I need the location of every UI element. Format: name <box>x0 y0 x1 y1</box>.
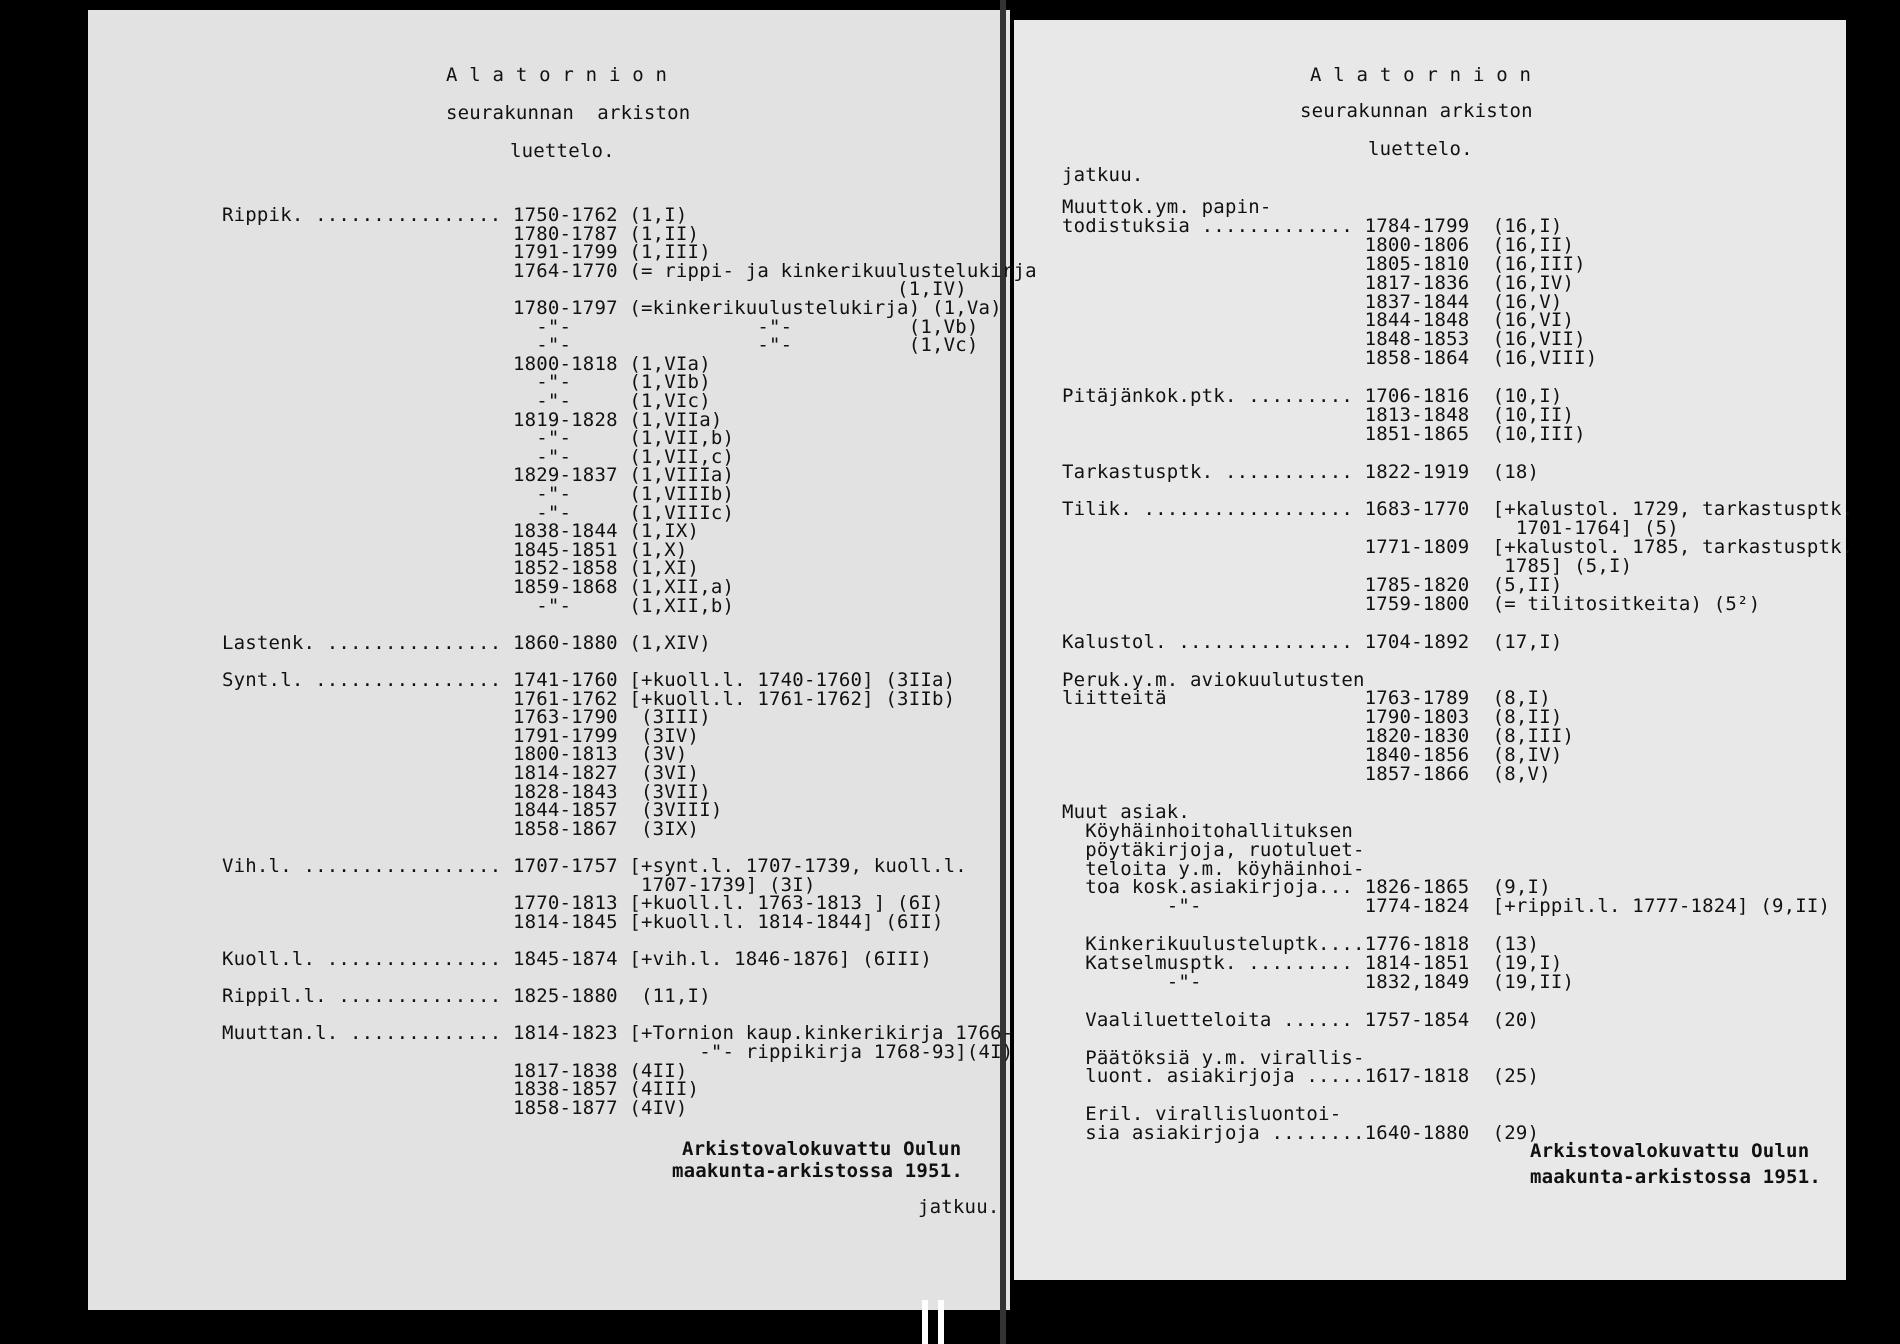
listing-line: Muut asiak. <box>1062 800 1191 823</box>
listing-line: Vaaliluetteloita ...... 1757-1854 (20) <box>1062 1008 1540 1031</box>
listing-line: Muuttok.ym. papin- <box>1062 196 1272 218</box>
listing-line: 1780-1797 (=kinkerikuulustelukirja) (1,Va) <box>222 297 1002 319</box>
page-spine <box>1000 0 1006 1344</box>
listing-line: -"- (1,VIc) <box>222 390 711 412</box>
listing-line: 1819-1828 (1,VIIa) <box>222 408 723 431</box>
listing-line: 1844-1857 (3VIII) <box>222 799 723 822</box>
listing-line: Kuoll.l. ............... 1845-1874 [+vih.l. 1846-1876] (6III) <box>222 948 932 970</box>
listing-line: 1829-1837 (1,VIIIa) <box>222 464 735 487</box>
listing-line: -"- 1774-1824 [+rippil.l. 1777-1824] (9,II) <box>1062 895 1831 918</box>
listing-line: 1817-1836 (16,IV) <box>1062 271 1575 294</box>
listing-line: 1707-1739] (3I) <box>222 873 816 896</box>
listing-line: teloita y.m. köyhäinhoi- <box>1062 857 1365 880</box>
listing-line: 1763-1790 (3III) <box>222 706 711 729</box>
right-jatkuu: jatkuu. <box>1062 164 1144 186</box>
listing-line: Synt.l. ................ 1741-1760 [+kuoll.l. 1740-1760] (3IIa) <box>222 669 956 691</box>
listing-line: -"- (1,VIIIc) <box>222 501 735 524</box>
listing-line: -"- (1,VIIIb) <box>222 483 735 505</box>
listing-line: 1761-1762 [+kuoll.l. 1761-1762] (3IIb) <box>222 687 956 710</box>
film-mark <box>922 1300 928 1344</box>
listing-line: 1828-1843 (3VII) <box>222 780 711 803</box>
listing-line: 1814-1827 (3VI) <box>222 762 700 784</box>
listing-line: 1800-1818 (1,VIa) <box>222 352 711 375</box>
listing-line: -"- (1,VII,c) <box>222 445 735 468</box>
left-title: A l a t o r n i o n <box>446 64 668 86</box>
listing-line: Peruk.y.m. aviokuulutusten <box>1062 668 1365 691</box>
listing-line: pöytäkirjoja, ruotuluet- <box>1062 838 1365 861</box>
right-title: A l a t o r n i o n <box>1310 64 1532 86</box>
listing-line: Päätöksiä y.m. virallis- <box>1062 1046 1365 1069</box>
listing-line: 1785] (5,I) <box>1062 555 1633 578</box>
listing-line: 1859-1868 (1,XII,a) <box>222 576 735 598</box>
listing-line: Köyhäinhoitohallituksen <box>1062 819 1353 842</box>
listing-line: 1817-1838 (4II) <box>222 1059 688 1082</box>
film-mark <box>938 1300 944 1344</box>
listing-line: -"- -"- (1,Vb) <box>222 315 979 338</box>
listing-line: -"- rippikirja 1768-93](4I) <box>222 1041 1014 1063</box>
listing-line: 1858-1864 (16,VIII) <box>1062 347 1598 370</box>
listing-line: 1840-1856 (8,IV) <box>1062 744 1563 767</box>
listing-line: 1800-1813 (3V) <box>222 743 688 766</box>
listing-line: Tarkastusptk. ........... 1822-1919 (18) <box>1062 460 1540 483</box>
listing-line: -"- (1,VIb) <box>222 371 711 394</box>
listing-line: 1785-1820 (5,II) <box>1062 574 1563 596</box>
listing-line: 1791-1799 (3IV) <box>222 724 700 747</box>
listing-line: 1857-1866 (8,V) <box>1062 763 1551 785</box>
listing-line: 1771-1809 [+kalustol. 1785, tarkastusptk. <box>1062 536 1854 559</box>
listing-line: 1851-1865 (10,III) <box>1062 422 1586 445</box>
listing-line: 1764-1770 (= rippi- ja kinkerikuulustelukirja <box>222 259 1037 282</box>
listing-line: 1770-1813 [+kuoll.l. 1763-1813 ] (6I) <box>222 892 944 915</box>
listing-line: -"- (1,XII,b) <box>222 594 735 617</box>
listing-line: 1838-1844 (1,IX) <box>222 520 700 543</box>
listing-line: Kinkerikuulusteluptk....1776-1818 (13) <box>1062 933 1540 956</box>
listing-line: 1805-1810 (16,III) <box>1062 252 1586 275</box>
listing-line: Kalustol. ............... 1704-1892 (17,I) <box>1062 630 1563 653</box>
listing-line: 1813-1848 (10,II) <box>1062 403 1575 426</box>
listing-line: 1820-1830 (8,III) <box>1062 725 1575 748</box>
listing-line: toa kosk.asiakirjoja... 1826-1865 (9,I) <box>1062 876 1551 899</box>
listing-line: 1858-1877 (4IV) <box>222 1096 688 1119</box>
listing-line: 1858-1867 (3IX) <box>222 817 700 840</box>
listing-line: Lastenk. ............... 1860-1880 (1,XIV) <box>222 631 711 654</box>
listing-line: -"- (1,VII,b) <box>222 427 735 450</box>
listing-line: 1800-1806 (16,II) <box>1062 233 1575 256</box>
right-footer-2: maakunta-arkistossa 1951. <box>1530 1166 1821 1188</box>
right-subtitle: seurakunnan arkiston <box>1300 100 1533 122</box>
listing-line: 1852-1858 (1,XI) <box>222 557 700 580</box>
listing-line: Vih.l. ................. 1707-1757 [+synt.l. 1707-1739, kuoll.l. <box>222 855 967 877</box>
listing-line: -"- 1832,1849 (19,II) <box>1062 970 1575 993</box>
listing-line: Eril. virallisluontoi- <box>1062 1103 1342 1126</box>
listing-line: todistuksia ............. 1784-1799 (16,I) <box>1062 214 1563 237</box>
listing-line: 1791-1799 (1,III) <box>222 241 711 264</box>
listing-line: 1837-1844 (16,V) <box>1062 290 1563 313</box>
listing-line: -"- -"- (1,Vc) <box>222 334 979 357</box>
right-footer-1: Arkistovalokuvattu Oulun <box>1530 1140 1810 1162</box>
listing-line: 1790-1803 (8,II) <box>1062 706 1563 729</box>
listing-line: 1701-1764] (5) <box>1062 517 1679 540</box>
listing-line: luont. asiakirjoja .....1617-1818 (25) <box>1062 1065 1540 1088</box>
listing-line: Muuttan.l. ............. 1814-1823 [+Tornion kaup.kinkerikirja 1766- <box>222 1022 1014 1045</box>
listing-line: sia asiakirjoja ........1640-1880 (29) <box>1062 1122 1540 1145</box>
left-subtitle2: luettelo. <box>510 140 615 162</box>
left-footer-jatkuu: jatkuu. <box>918 1196 1000 1218</box>
listing-line: 1844-1848 (16,VI) <box>1062 309 1575 332</box>
listing-line: Tilik. .................. 1683-1770 [+kalustol. 1729, tarkastusptk. <box>1062 498 1854 521</box>
listing-line: 1814-1845 [+kuoll.l. 1814-1844] (6II) <box>222 910 944 933</box>
listing-line: 1780-1787 (1,II) <box>222 222 700 245</box>
listing-line: 1759-1800 (= tilitositkeita) (5²) <box>1062 592 1761 615</box>
listing-line: Pitäjänkok.ptk. ......... 1706-1816 (10,I) <box>1062 385 1563 407</box>
listing-line: 1838-1857 (4III) <box>222 1078 700 1101</box>
listing-line: Rippik. ................ 1750-1762 (1,I) <box>222 204 688 226</box>
listing-line: liitteitä 1763-1789 (8,I) <box>1062 687 1551 710</box>
listing-line: 1845-1851 (1,X) <box>222 538 688 561</box>
right-subtitle2: luettelo. <box>1368 138 1473 160</box>
listing-line: Katselmusptk. ......... 1814-1851 (19,I) <box>1062 952 1563 974</box>
left-footer-1: Arkistovalokuvattu Oulun <box>682 1138 962 1160</box>
listing-line: Rippil.l. .............. 1825-1880 (11,I) <box>222 985 711 1008</box>
left-subtitle: seurakunnan arkiston <box>446 102 691 124</box>
listing-line: 1848-1853 (16,VII) <box>1062 328 1586 351</box>
left-footer-2: maakunta-arkistossa 1951. <box>672 1160 963 1182</box>
listing-line: (1,IV) <box>222 278 967 301</box>
